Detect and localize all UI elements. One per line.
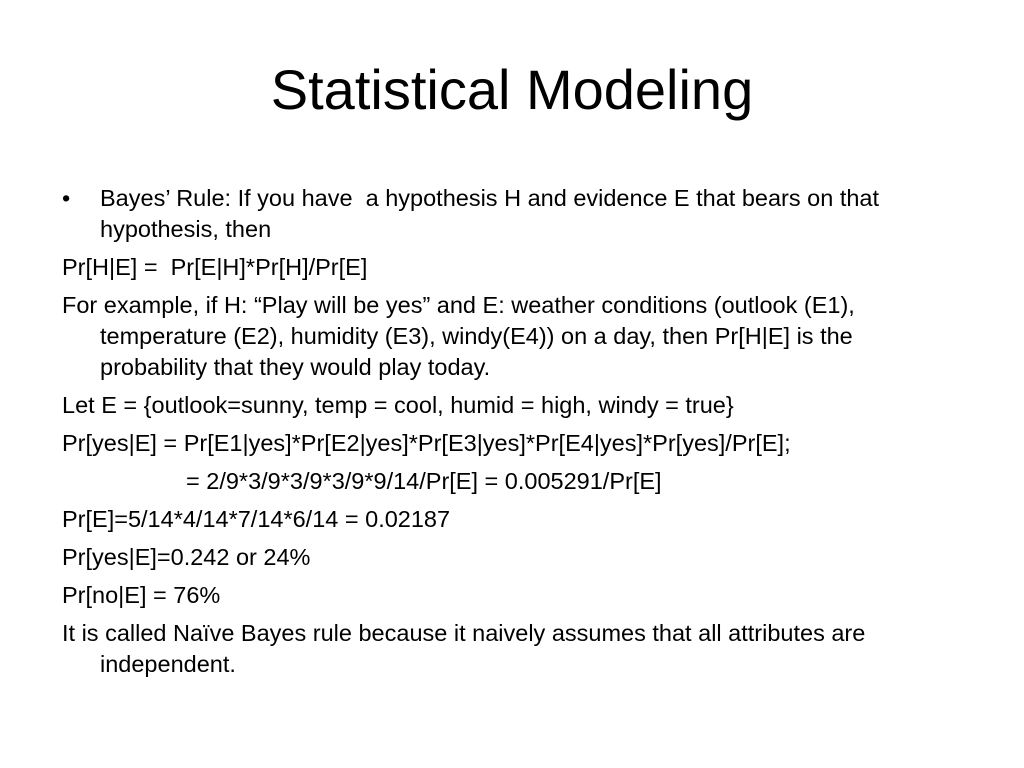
evidence-definition: Let E = {outlook=sunny, temp = cool, humid = high, windy = true} <box>62 392 734 418</box>
pr-yes-formula: Pr[yes|E] = Pr[E1|yes]*Pr[E2|yes]*Pr[E3|yes]*Pr[E4|yes]*Pr[yes]/Pr[E]; <box>62 430 791 456</box>
slide-body <box>62 183 962 687</box>
pr-e-calculation: Pr[E]=5/14*4/14*7/14*6/14 = 0.02187 <box>62 506 451 532</box>
naive-bayes-note: It is called Naïve Bayes rule because it naively assumes that all attributes are independent. <box>62 620 872 677</box>
pr-yes-result: Pr[yes|E]=0.242 or 24% <box>62 544 311 570</box>
pr-yes-calculation: = 2/9*3/9*3/9*3/9*9/14/Pr[E] = 0.005291/Pr[E] <box>186 468 662 494</box>
bayes-rule-text: Bayes’ Rule: If you have a hypothesis H and evidence E that bears on that hypothesis, then <box>100 185 886 242</box>
bayes-rule-bullet <box>62 183 962 245</box>
bayes-formula: Pr[H|E] = Pr[E|H]*Pr[H]/Pr[E] <box>62 254 368 280</box>
pr-no-result: Pr[no|E] = 76% <box>62 582 221 608</box>
bullet-glyph: • <box>62 185 71 211</box>
example-paragraph: For example, if H: “Play will be yes” and E: weather conditions (outlook (E1), temperature (E2), humidity (E3), windy(E4)) on a day, then Pr[H|E] is the probability that they would play today. <box>62 292 862 380</box>
slide-title: Statistical Modeling <box>270 58 754 121</box>
